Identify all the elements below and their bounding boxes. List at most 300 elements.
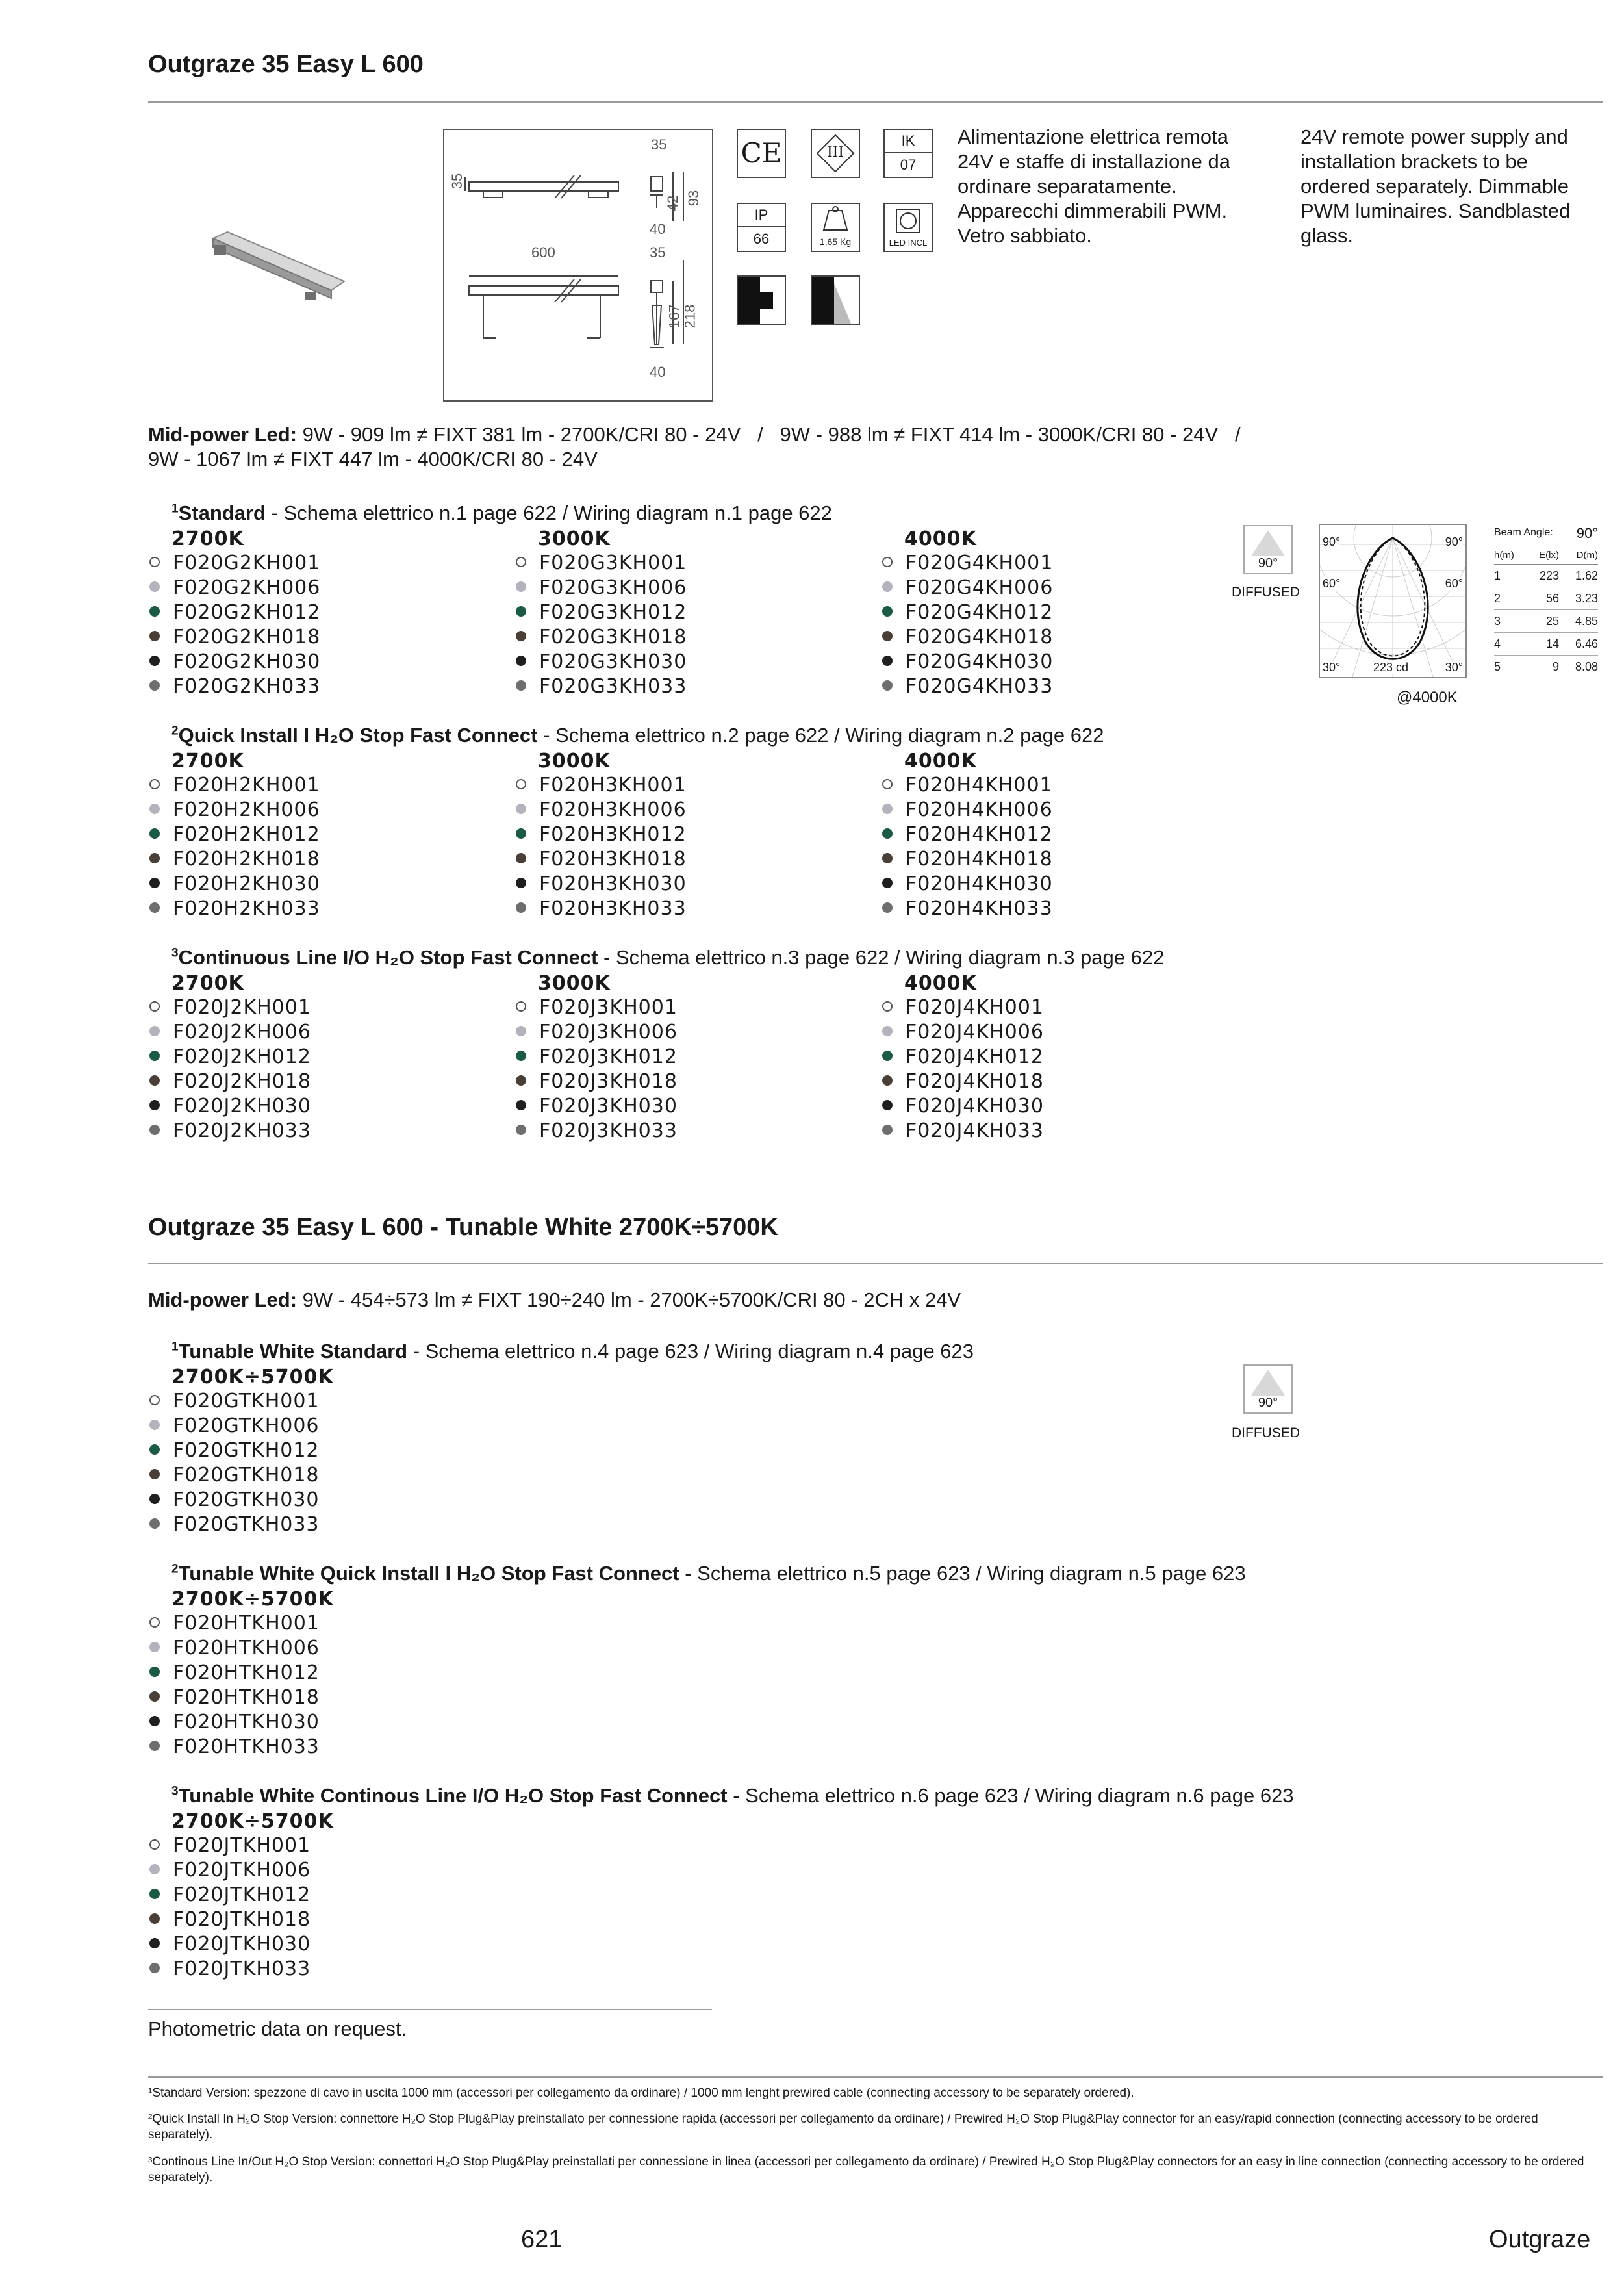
product-code: F020G2KH006 xyxy=(173,576,321,599)
product-code-row xyxy=(514,625,687,650)
product-code-row xyxy=(148,1438,320,1463)
footnote-2: ²Quick Install In H₂O Stop Version: connettore H₂O Stop Plug&Play preinstallato per connessione rapida (accessori per collegamento da ordinare) / Prewired H₂O Stop Plug&Play connector for an easy/rapid connection (connecting accessory to be ordered separately). xyxy=(148,2112,1538,2141)
finish-color-dot xyxy=(882,1051,893,1061)
product-code: F020H3KH006 xyxy=(539,798,687,821)
product-code: F020G2KH001 xyxy=(173,552,321,574)
section-name: Tunable White Continous Line I/O H₂O Stop Fast Connect xyxy=(178,1784,728,1807)
dim-35-a: 35 xyxy=(651,136,667,153)
polar-label-center: 223 cd xyxy=(1373,661,1409,674)
product-code-row xyxy=(148,1833,311,1858)
finish-color-dot xyxy=(149,1938,160,1948)
product-code-row xyxy=(148,1735,320,1759)
section-name: Standard xyxy=(178,502,266,524)
beam-table-row xyxy=(1494,656,1598,678)
finish-color-dot xyxy=(149,779,160,789)
product-code: F020JTKH018 xyxy=(173,1908,311,1931)
product-code: F020JTKH012 xyxy=(173,1884,311,1906)
finish-color-dot xyxy=(882,779,893,789)
product-code: F020HTKH001 xyxy=(173,1612,320,1635)
product-code: F020H3KH030 xyxy=(539,873,687,895)
beam-table-row xyxy=(1494,633,1598,656)
product-code: F020J4KH012 xyxy=(906,1045,1044,1068)
color-temp-heading: 2700K xyxy=(171,972,244,995)
finish-color-dot xyxy=(882,656,893,666)
section-header xyxy=(171,502,832,525)
product-code: F020J3KH012 xyxy=(539,1045,678,1068)
finish-color-dot xyxy=(149,1001,160,1012)
finish-color-dot xyxy=(149,1494,160,1504)
ip-rating-icon: IP 66 xyxy=(737,203,786,252)
product-code: F020H2KH006 xyxy=(173,798,320,821)
product-code-row xyxy=(881,798,1053,823)
product-code-row xyxy=(881,576,1053,600)
product-code: F020H3KH012 xyxy=(539,823,687,846)
beam-table-cell: 5 xyxy=(1494,660,1501,673)
product-code: F020HTKH018 xyxy=(173,1686,320,1709)
finish-color-dot xyxy=(882,853,893,863)
product-code: F020H3KH018 xyxy=(539,848,687,871)
product-code-row xyxy=(148,1636,320,1661)
dim-600: 600 xyxy=(531,244,555,261)
product-code-row xyxy=(881,650,1053,674)
beam-table-cell: 1.62 xyxy=(1575,569,1598,582)
beam-table-cell: 2 xyxy=(1494,592,1501,605)
product-code-row xyxy=(514,674,687,699)
product-code-row xyxy=(881,1069,1044,1094)
product-image xyxy=(208,231,351,309)
footnote-1: ¹Standard Version: spezzone di cavo in uscita 1000 mm (accessori per collegamento da ordinare) / 1000 mm lenght prewired cable (connecting accessory to be separately ordered). xyxy=(148,2086,1134,2100)
polar-label-tr: 90° xyxy=(1445,535,1463,548)
dim-218: 218 xyxy=(681,304,698,329)
section-name: Tunable White Quick Install I H₂O Stop Fast Connect xyxy=(178,1562,679,1585)
diffused-label: DIFFUSED xyxy=(1232,585,1300,600)
product-code-row xyxy=(514,823,687,847)
product-code-row xyxy=(881,674,1053,699)
product-code-row xyxy=(514,1119,678,1143)
finish-color-dot xyxy=(882,1026,893,1036)
product-code: F020HTKH030 xyxy=(173,1711,320,1733)
product-code: F020H4KH012 xyxy=(906,823,1053,846)
product-code-row xyxy=(148,823,320,847)
finish-color-dot xyxy=(882,1100,893,1110)
photometric-divider xyxy=(148,2009,712,2010)
finish-color-dot xyxy=(149,1518,160,1529)
finish-color-dot xyxy=(516,680,526,691)
finish-color-dot xyxy=(516,1026,526,1036)
product-code-row xyxy=(148,1611,320,1636)
product-code: F020J2KH030 xyxy=(173,1095,311,1118)
product-code-row xyxy=(514,798,687,823)
finish-color-dot xyxy=(149,1963,160,1973)
wall-mount-right-icon xyxy=(811,275,860,325)
section-header xyxy=(171,946,1164,969)
section-header xyxy=(171,1562,1246,1585)
dim-167: 167 xyxy=(666,304,683,329)
product-code-row xyxy=(514,1094,678,1119)
product-code-row xyxy=(514,600,687,625)
finish-color-dot xyxy=(882,631,893,641)
tunable-title: Outgraze 35 Easy L 600 - Tunable White 2700K÷5700K xyxy=(148,1214,778,1241)
product-code-row xyxy=(148,551,320,576)
polar-label-bl: 30° xyxy=(1323,661,1341,674)
product-code: F020G3KH012 xyxy=(539,601,687,624)
beam-angle-title: Beam Angle: 90° xyxy=(1494,525,1598,541)
product-code-row xyxy=(148,1069,311,1094)
product-code: F020J4KH001 xyxy=(906,996,1044,1019)
section-diagram-ref: - Schema elettrico n.4 page 623 / Wiring diagram n.4 page 623 xyxy=(407,1340,974,1362)
finish-color-dot xyxy=(149,1125,160,1135)
finish-color-dot xyxy=(149,1051,160,1061)
description-english: 24V remote power supply and installation brackets to be ordered separately. Dimmable PWM luminaires. Sandblasted glass. xyxy=(1300,125,1571,247)
dim-35-c: 35 xyxy=(650,244,666,261)
beam-table-cell: 9 xyxy=(1552,660,1559,673)
color-temp-heading: 2700K xyxy=(171,750,244,773)
color-temp-heading: 4000K xyxy=(904,528,977,550)
product-code-row xyxy=(148,650,320,674)
finish-color-dot xyxy=(882,581,893,592)
product-code: F020H3KH001 xyxy=(539,774,687,797)
product-code: F020J2KH018 xyxy=(173,1070,311,1093)
finish-color-dot xyxy=(149,1839,160,1850)
product-code-row xyxy=(148,1119,311,1143)
finish-color-dot xyxy=(516,779,526,789)
section-footnote-ref: 3 xyxy=(171,1784,179,1798)
product-code-row xyxy=(148,1908,311,1932)
product-code-row xyxy=(148,1957,311,1982)
product-code-row xyxy=(514,897,687,921)
finish-color-dot xyxy=(516,656,526,666)
product-code-row xyxy=(881,600,1053,625)
page-title: Outgraze 35 Easy L 600 xyxy=(148,51,424,78)
finish-color-dot xyxy=(516,828,526,839)
finish-color-dot xyxy=(882,557,893,567)
product-code-row xyxy=(148,1513,320,1537)
product-code-row xyxy=(148,674,320,699)
product-code-row xyxy=(148,847,320,872)
section-footnote-ref: 2 xyxy=(171,724,179,738)
section-diagram-ref: - Schema elettrico n.6 page 623 / Wiring diagram n.6 page 623 xyxy=(727,1784,1294,1807)
product-code-row xyxy=(881,823,1053,847)
beam-angle-badge-2: 90° xyxy=(1243,1364,1293,1414)
ik-rating-icon: IK 07 xyxy=(883,129,933,178)
beam-table-cell: 25 xyxy=(1545,615,1559,628)
beam-table-cell: 4 xyxy=(1494,637,1501,650)
page-number: 621 xyxy=(521,2226,563,2253)
color-temp-heading: 2700K÷5700K xyxy=(171,1810,334,1833)
product-code: F020J4KH033 xyxy=(906,1119,1044,1142)
beam-table-row xyxy=(1494,565,1598,587)
finish-color-dot xyxy=(149,1075,160,1086)
product-code: F020H4KH033 xyxy=(906,897,1053,920)
finish-color-dot xyxy=(516,1125,526,1135)
finish-color-dot xyxy=(149,1444,160,1455)
finish-color-dot xyxy=(149,1667,160,1677)
product-code-row xyxy=(148,798,320,823)
finish-color-dot xyxy=(149,1864,160,1874)
section-header xyxy=(171,1340,974,1363)
product-code-row xyxy=(148,1858,311,1883)
product-code-row xyxy=(148,1094,311,1119)
finish-color-dot xyxy=(516,804,526,814)
section-header xyxy=(171,1784,1294,1808)
product-code: F020J2KH001 xyxy=(173,996,311,1019)
product-code-row xyxy=(514,650,687,674)
product-code: F020G3KH001 xyxy=(539,552,687,574)
footnote-divider xyxy=(148,2076,1603,2078)
finish-color-dot xyxy=(149,1026,160,1036)
finish-color-dot xyxy=(149,1741,160,1751)
photometric-note: Photometric data on request. xyxy=(148,2017,407,2040)
finish-color-dot xyxy=(516,557,526,567)
product-code: F020J4KH006 xyxy=(906,1021,1044,1043)
product-code: F020G3KH018 xyxy=(539,626,687,648)
product-code: F020J2KH012 xyxy=(173,1045,311,1068)
product-code: F020G3KH030 xyxy=(539,650,687,673)
ce-mark-icon: CE xyxy=(737,129,786,178)
product-code-row xyxy=(881,872,1053,897)
finish-color-dot xyxy=(882,828,893,839)
product-code-row xyxy=(514,872,687,897)
product-code-row xyxy=(881,1020,1044,1045)
section-diagram-ref: - Schema elettrico n.3 page 622 / Wiring diagram n.3 page 622 xyxy=(598,946,1165,969)
color-temp-heading: 4000K xyxy=(904,972,977,995)
product-code: F020G4KH018 xyxy=(906,626,1054,648)
finish-color-dot xyxy=(149,1395,160,1405)
product-code: F020J3KH018 xyxy=(539,1070,678,1093)
product-code: F020GTKH001 xyxy=(173,1390,320,1412)
finish-color-dot xyxy=(516,1001,526,1012)
section-footnote-ref: 1 xyxy=(171,1340,179,1354)
dim-35-b: 35 xyxy=(449,173,466,190)
midpower-spec: Mid-power Led: 9W - 909 lm ≠ FIXT 381 lm - 2700K/CRI 80 - 24V / 9W - 988 lm ≠ FIXT 414 lm - 3000K/CRI 80 - 24V / 9W - 1067 lm ≠ FIXT 447 lm - 4000K/CRI 80 - 24V xyxy=(148,423,1241,470)
finish-color-dot xyxy=(516,853,526,863)
product-code-row xyxy=(514,551,687,576)
finish-color-dot xyxy=(882,804,893,814)
polar-diagram xyxy=(1319,524,1467,678)
weight-icon: 1,65 Kg xyxy=(811,203,860,252)
finish-color-dot xyxy=(149,1716,160,1726)
product-code: F020JTKH033 xyxy=(173,1958,311,1980)
product-code: F020GTKH006 xyxy=(173,1414,320,1437)
product-code: F020G3KH006 xyxy=(539,576,687,599)
product-code: F020GTKH012 xyxy=(173,1439,320,1462)
product-code-row xyxy=(148,773,320,798)
product-code: F020H3KH033 xyxy=(539,897,687,920)
finish-color-dot xyxy=(149,902,160,913)
product-code-row xyxy=(148,625,320,650)
title-divider xyxy=(148,101,1603,103)
product-code: F020G4KH033 xyxy=(906,675,1054,698)
finish-color-dot xyxy=(149,1100,160,1110)
section-name: Quick Install I H₂O Stop Fast Connect xyxy=(178,724,538,747)
product-code-row xyxy=(881,995,1044,1020)
product-code: F020J2KH033 xyxy=(173,1119,311,1142)
product-code-row xyxy=(148,897,320,921)
finish-color-dot xyxy=(149,606,160,617)
product-code-row xyxy=(148,1045,311,1069)
led-included-icon: LED INCL xyxy=(883,203,933,252)
finish-color-dot xyxy=(516,1075,526,1086)
section-name: Tunable White Standard xyxy=(178,1340,408,1362)
color-temp-heading: 2700K÷5700K xyxy=(171,1588,334,1611)
product-code-row xyxy=(148,1883,311,1908)
tunable-midpower-spec: Mid-power Led: 9W - 454÷573 lm ≠ FIXT 190÷240 lm - 2700K÷5700K/CRI 80 - 2CH x 24V xyxy=(148,1288,961,1311)
color-temp-heading: 3000K xyxy=(538,528,611,550)
beam-table-cell: 1 xyxy=(1494,569,1501,582)
product-code-row xyxy=(514,1045,678,1069)
finish-color-dot xyxy=(149,631,160,641)
finish-color-dot xyxy=(516,1100,526,1110)
finish-color-dot xyxy=(882,902,893,913)
product-code-row xyxy=(148,1020,311,1045)
finish-color-dot xyxy=(149,680,160,691)
finish-color-dot xyxy=(882,1075,893,1086)
finish-color-dot xyxy=(516,878,526,888)
finish-color-dot xyxy=(149,1642,160,1652)
dim-40-a: 40 xyxy=(650,221,666,237)
product-code: F020J3KH001 xyxy=(539,996,678,1019)
product-code-row xyxy=(148,1932,311,1957)
product-code-row xyxy=(148,576,320,600)
product-code-row xyxy=(148,600,320,625)
finish-color-dot xyxy=(149,1889,160,1899)
section-footnote-ref: 3 xyxy=(171,946,179,960)
product-code: F020GTKH033 xyxy=(173,1513,320,1536)
product-code: F020JTKH030 xyxy=(173,1933,311,1956)
beam-table-cell: 223 xyxy=(1539,569,1559,582)
finish-color-dot xyxy=(149,581,160,592)
finish-color-dot xyxy=(149,557,160,567)
dim-42: 42 xyxy=(665,195,681,212)
product-code-row xyxy=(148,1414,320,1438)
finish-color-dot xyxy=(149,853,160,863)
product-code-row xyxy=(881,625,1053,650)
product-code: F020G4KH006 xyxy=(906,576,1054,599)
color-temp-heading: 2700K xyxy=(171,528,244,550)
product-code: F020J3KH033 xyxy=(539,1119,678,1142)
beam-table-cell: 6.46 xyxy=(1575,637,1598,650)
product-code: F020H4KH030 xyxy=(906,873,1053,895)
finish-color-dot xyxy=(149,1420,160,1430)
product-code-row xyxy=(514,1069,678,1094)
product-code: F020H4KH018 xyxy=(906,848,1053,871)
product-code-row xyxy=(881,1045,1044,1069)
dim-93: 93 xyxy=(685,190,702,207)
section-footnote-ref: 1 xyxy=(171,502,179,516)
product-code-row xyxy=(881,897,1053,921)
product-code: F020H4KH001 xyxy=(906,774,1053,797)
finish-color-dot xyxy=(516,631,526,641)
product-code: F020H2KH030 xyxy=(173,873,320,895)
beam-table-row xyxy=(1494,610,1598,633)
finish-color-dot xyxy=(149,1691,160,1702)
product-code-row xyxy=(881,847,1053,872)
product-code: F020H2KH001 xyxy=(173,774,320,797)
product-code: F020G4KH030 xyxy=(906,650,1054,673)
description-italian: Alimentazione elettrica remota 24V e staffe di installazione da ordinare separatamente. Apparecchi dimmerabili PWM. Vetro sabbiato. xyxy=(958,125,1230,247)
product-code: F020HTKH006 xyxy=(173,1637,320,1659)
finish-color-dot xyxy=(882,1001,893,1012)
finish-color-dot xyxy=(149,1913,160,1924)
finish-color-dot xyxy=(516,581,526,592)
finish-color-dot xyxy=(882,878,893,888)
diffused-label-2: DIFFUSED xyxy=(1232,1425,1300,1440)
product-code-row xyxy=(148,1463,320,1488)
finish-color-dot xyxy=(149,828,160,839)
finish-color-dot xyxy=(149,1617,160,1628)
beam-table-cell: 4.85 xyxy=(1575,615,1598,628)
product-code-row xyxy=(514,847,687,872)
finish-color-dot xyxy=(882,606,893,617)
product-code: F020J4KH030 xyxy=(906,1095,1044,1118)
section-header xyxy=(171,724,1104,747)
product-code-row xyxy=(148,1488,320,1513)
section-diagram-ref: - Schema elettrico n.2 page 622 / Wiring diagram n.2 page 622 xyxy=(537,724,1104,747)
product-code: F020G2KH012 xyxy=(173,601,321,624)
product-code: F020G4KH012 xyxy=(906,601,1054,624)
footer-brand: Outgraze xyxy=(1489,2226,1591,2253)
finish-color-dot xyxy=(516,1051,526,1061)
beam-angle-badge: 90° xyxy=(1243,525,1293,574)
product-code: F020GTKH018 xyxy=(173,1464,320,1487)
color-temp-heading: 3000K xyxy=(538,750,611,773)
product-code: F020G2KH030 xyxy=(173,650,321,673)
color-temp-heading: 3000K xyxy=(538,972,611,995)
polar-label-mr: 60° xyxy=(1445,577,1463,590)
finish-color-dot xyxy=(516,606,526,617)
section-footnote-ref: 2 xyxy=(171,1562,179,1576)
product-code: F020HTKH033 xyxy=(173,1735,320,1758)
product-code-row xyxy=(514,995,678,1020)
finish-color-dot xyxy=(882,1125,893,1135)
product-code: F020G2KH033 xyxy=(173,675,321,698)
section-diagram-ref: - Schema elettrico n.1 page 622 / Wiring diagram n.1 page 622 xyxy=(265,502,832,524)
product-code-row xyxy=(148,995,311,1020)
product-code-row xyxy=(148,872,320,897)
color-temp-heading: 4000K xyxy=(904,750,977,773)
polar-caption: @4000K xyxy=(1397,689,1458,706)
product-code-row xyxy=(514,576,687,600)
product-code: F020G3KH033 xyxy=(539,675,687,698)
product-code: F020G4KH001 xyxy=(906,552,1054,574)
polar-label-ml: 60° xyxy=(1323,577,1341,590)
product-code: F020GTKH030 xyxy=(173,1488,320,1511)
product-code: F020J4KH018 xyxy=(906,1070,1044,1093)
product-code-row xyxy=(148,1710,320,1735)
product-code: F020HTKH012 xyxy=(173,1661,320,1684)
finish-color-dot xyxy=(149,878,160,888)
product-code-row xyxy=(148,1389,320,1414)
product-code-row xyxy=(881,551,1053,576)
product-code: F020G2KH018 xyxy=(173,626,321,648)
product-code: F020H4KH006 xyxy=(906,798,1053,821)
finish-color-dot xyxy=(149,656,160,666)
footnote-3: ³Continous Line In/Out H₂O Stop Version: connettori H₂O Stop Plug&Play preinstallati per connessione in linea (accessori per collegamento da ordinare) / Prewired H₂O Stop Plug&Play connectors for an easy in line connection (connecting accessory to be ordered separately). xyxy=(148,2155,1584,2184)
tunable-divider xyxy=(148,1263,1603,1264)
product-code: F020JTKH006 xyxy=(173,1859,311,1882)
product-code: F020H2KH018 xyxy=(173,848,320,871)
polar-label-br: 30° xyxy=(1445,661,1463,674)
polar-label-tl: 90° xyxy=(1323,535,1341,548)
product-code-row xyxy=(881,1094,1044,1119)
product-code-row xyxy=(881,773,1053,798)
class-iii-icon: III xyxy=(811,129,860,178)
section-diagram-ref: - Schema elettrico n.5 page 623 / Wiring diagram n.5 page 623 xyxy=(679,1562,1246,1585)
product-code-row xyxy=(514,773,687,798)
product-code-row xyxy=(148,1661,320,1685)
finish-color-dot xyxy=(882,680,893,691)
section-name: Continuous Line I/O H₂O Stop Fast Connect xyxy=(178,946,598,969)
